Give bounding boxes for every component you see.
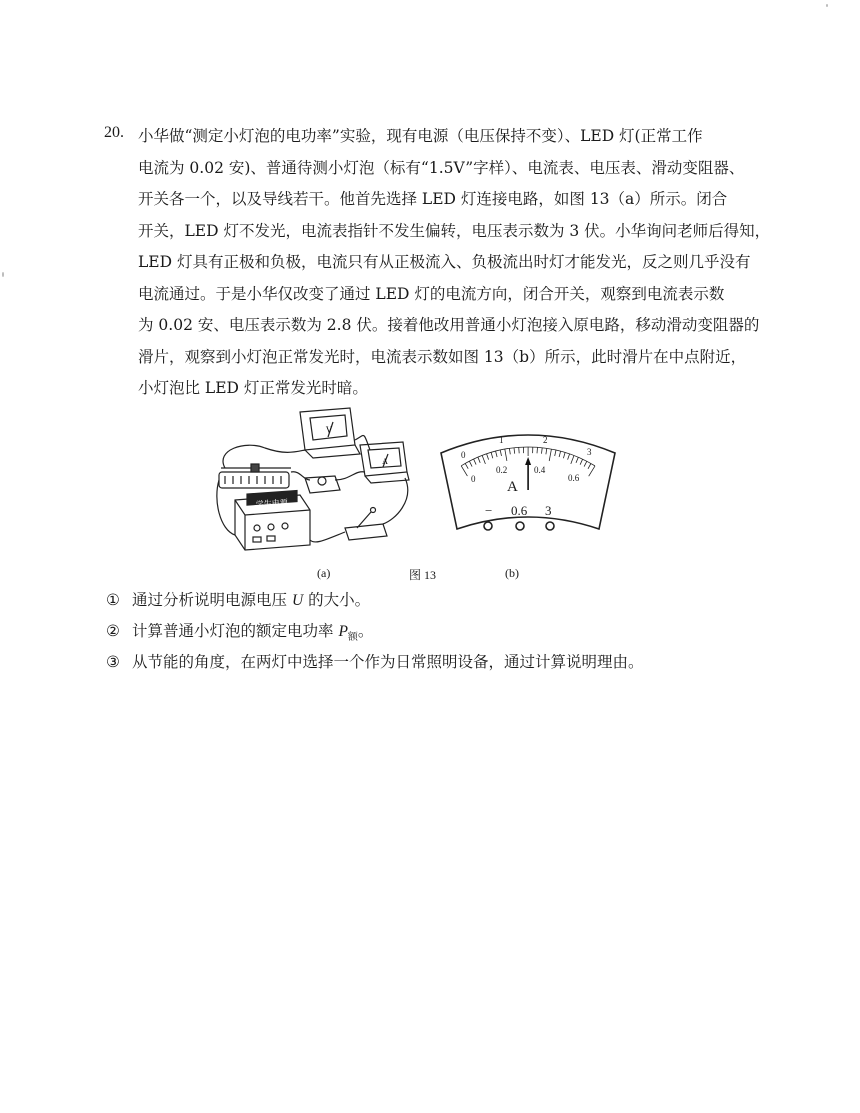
question-number: 20. <box>104 124 124 141</box>
question-line: 为 0.02 安、电压表示数为 2.8 伏。接着他改用普通小灯泡接入原电路，移动滑动变阻器的 <box>138 316 760 334</box>
ammeter-dial <box>433 425 623 540</box>
sub-question-text: 计算普通小灯泡的额定电功率 <box>132 622 339 640</box>
sub-question-text: 通过分析说明电源电压 <box>132 591 292 609</box>
sub-question-1 <box>106 588 370 610</box>
dial-needle-tip <box>525 457 531 465</box>
dial-tick <box>496 451 498 457</box>
bottom-scale-0: 0 <box>471 474 476 484</box>
variable-subscript: 额 <box>347 632 358 644</box>
rheostat <box>219 472 289 488</box>
top-scale-0: 0 <box>461 450 466 460</box>
question-body <box>138 121 771 405</box>
sub-question-text: 从节能的角度，在两灯中选择一个作为日常照明设备，通过计算说明理由。 <box>132 653 644 671</box>
terminal-post-0.6 <box>516 522 524 530</box>
dial-tick <box>588 464 591 469</box>
dial-tick <box>500 450 501 456</box>
variable-symbol: P <box>338 623 348 640</box>
dial-tick <box>461 466 467 476</box>
dial-tick <box>576 457 578 463</box>
terminal-3: 3 <box>545 503 552 518</box>
voltmeter-letter: V <box>325 425 333 435</box>
dial-tick <box>491 452 493 458</box>
dial-tick <box>584 461 587 466</box>
question-line: 开关，LED 灯不发光，电流表指针不发生偏转，电压表示数为 3 伏。小华询问老师后得知， <box>138 221 771 240</box>
dial-tick <box>505 449 507 461</box>
dial-tick <box>478 457 480 463</box>
dial-tick <box>563 453 565 459</box>
ammeter-letter: A <box>382 457 388 466</box>
dial-tick <box>487 454 489 460</box>
dial-tick <box>559 451 561 457</box>
sub-question-3 <box>106 650 644 672</box>
question-line: LED 灯具有正极和负极，电流只有从正极流入、负极流出时灯才能发光，反之则几乎没有 <box>138 253 751 271</box>
question-line: 电流通过。于是小华仅改变了通过 LED 灯的电流方向，闭合开关，观察到电流表示数 <box>138 284 725 303</box>
bottom-scale-1: 0.2 <box>496 465 508 475</box>
dial-tick <box>482 456 485 464</box>
dial-tick <box>537 447 538 453</box>
dial-tick <box>514 448 515 454</box>
bottom-scale-3: 0.6 <box>568 473 580 483</box>
sub-question-text: 。 <box>357 622 374 640</box>
switch <box>345 524 387 540</box>
dial-tick <box>546 448 547 454</box>
figure-13 <box>205 400 625 585</box>
scan-speck <box>2 272 4 277</box>
dial-tick <box>568 454 570 460</box>
dial-tick <box>509 448 510 454</box>
top-scale-3: 3 <box>587 447 592 457</box>
sub-question-mark: ② <box>106 622 120 640</box>
terminal-minus: − <box>485 503 493 518</box>
caption-figure: 图 13 <box>409 568 437 582</box>
sub-question-mark: ③ <box>106 653 120 671</box>
bottom-scale-2: 0.4 <box>534 465 546 475</box>
question-line: 开关各一个，以及导线若干。他首先选择 LED 灯连接电路，如图 13（a）所示。闭合 <box>138 190 728 208</box>
dial-tick <box>542 448 543 454</box>
top-scale-2: 2 <box>543 435 548 445</box>
question-line: 电流为 0.02 安)、普通待测小灯泡（标有“1.5V”字样）、电流表、电压表、滑动变阻器、 <box>138 158 745 177</box>
dial-tick <box>589 466 595 476</box>
dial-tick <box>465 463 468 468</box>
terminal-0.6: 0.6 <box>511 503 528 518</box>
question-line: 小灯泡比 LED 灯正常发光时暗。 <box>138 379 368 397</box>
terminal-post-3 <box>546 522 554 530</box>
sub-question-mark: ① <box>106 591 120 609</box>
dial-tick <box>555 450 556 456</box>
caption-a: (a) <box>317 566 331 580</box>
dial-tick <box>519 447 520 453</box>
question-line: 小华做“测定小灯泡的电功率”实验，现有电源（电压保持不变）、LED 灯(正常工作 <box>138 127 703 145</box>
top-scale-1: 1 <box>499 435 504 445</box>
variable-symbol: U <box>291 592 304 609</box>
question-line: 滑片，观察到小灯泡正常发光时，电流表示数如图 13（b）所示，此时滑片在中点附近， <box>138 347 747 366</box>
dial-tick <box>571 456 574 464</box>
power-supply-label: 学生电源 <box>255 497 289 510</box>
dial-tick <box>549 449 551 461</box>
dial-unit: A <box>507 479 518 495</box>
scan-speck <box>826 4 828 7</box>
dial-tick <box>580 459 583 465</box>
terminal-post-minus <box>484 522 492 530</box>
sub-question-2 <box>106 619 373 643</box>
caption-b: (b) <box>505 566 519 580</box>
dial-tick <box>469 461 472 466</box>
circuit-diagram <box>205 400 410 560</box>
sub-question-text: 的大小。 <box>303 591 371 609</box>
dial-tick <box>474 459 477 465</box>
